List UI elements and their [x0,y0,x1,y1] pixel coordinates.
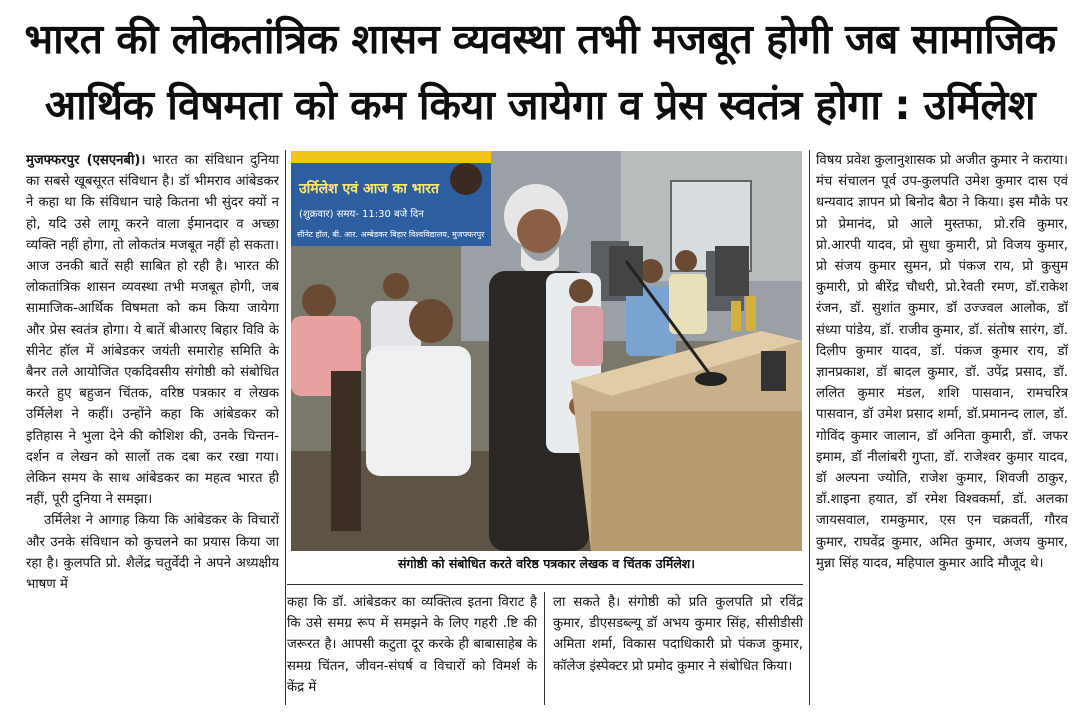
photo-caption: संगोष्ठी को संबोधित करते वरिष्ठ पत्रकार लेखक व चिंतक उर्मिलेश। [397,556,696,571]
column-divider [809,150,810,705]
article-paragraph-1: भारत का संविधान दुनिया का सबसे खूबसूरत संविधान है। डॉ भीमराव आंबेडकर ने कहा था कि संविधान चाहे कितना भी सुंदर क्यों न हो, यदि उसे लागू करने वाला ईमानदार व अच्छा व्यक्ति नहीं होगा, तो लोकतंत्र मजबूत नहीं हो सकता। आज उनकी बातें सही साबित हो रही है। भारत की लोकतांत्रिक शासन व्यवस्था तभी मजबूत होगी, जब सामाजिक-आर्थिक विषमता को कम किया जायेगा और प्रेस स्वतंत्र होगा। ये बातें बीआरए बिहार विवि के सीनेट हॉल में आंबेडकर जयंती समारोह समिति के बैनर तले आयोजित एकदिवसीय संगोष्ठी को संबोधित करते हुए बहुजन चिंतक, वरिष्ठ पत्रकार व लेखक उर्मिलेश ने कहीं। उन्होंने कहा कि आंबेडकर को इतिहास ने भुला देने की कोशिश की, उनके चिन्तन-दर्शन व लेखन को सालों तक दबा कर रखा गया। लेकिन समय के साथ आंबेडकर का महत्व भारत ही नहीं, पूरी दुनिया ने समझा। [26,153,279,508]
headline [0,6,1080,138]
banner-text-1: उर्मिलेश एवं आज का भारत [299,181,439,197]
article-photo [291,151,802,551]
banner-text-2: (शुक्रवार) समय- 11:30 बजे दिन [299,209,424,220]
caption-rule [287,584,803,585]
banner-text-3: सीनेट हॉल, बी. आर. अम्बेडकर बिहार विश्वविद्यालय, मुजफ्फरपुर [297,230,485,239]
article-column-3: ला सकते है। संगोष्ठी को प्रति कुलपति प्रो रविंद्र कुमार, डीएसडब्ल्यू डॉ अभय कुमार सिंह, सीसीडीसी अमिता शर्मा, विकास पदाधिकारी प्रो पंकज कुमार, कॉलेज इंस्पेक्टर प्रो प्रमोद कुमार ने संबोधित किया। [553,595,803,674]
headline-line-2: आर्थिक विषमता को कम किया जायेगा व प्रेस स्वतंत्र होगा : उर्मिलेश [44,81,1036,129]
column-divider [285,150,286,705]
column-divider [544,592,545,705]
article-column-1 [26,150,279,706]
article-column-2: कहा कि डॉ. आंबेडकर का व्यक्तित्व इतना विराट है कि उसे समग्र रूप में समझने के लिए गहरी .ष्टि की जरूरत है। आपसी कटुता दूर करके ही बाबासाहेब के समग्र चिंतन, जीवन-संघर्ष व विचारों को विमर्श के केंद्र में [287,595,537,695]
dateline: मुजफ्फरपुर (एसएनबी)। [26,153,146,168]
headline-line-1: भारत की लोकतांत्रिक शासन व्यवस्था तभी मजबूत होगी जब सामाजिक [24,15,1056,63]
article-paragraph-2: उर्मिलेश ने आगाह किया कि आंबेडकर के विचारों और उनके संविधान को कुचलने का प्रयास किया जा रहा है। कुलपति प्रो. शैलेंद्र चतुर्वेदी ने अपने अध्यक्षीय भाषण में [26,513,279,593]
article-column-4: विषय प्रवेश कुलानुशासक प्रो अजीत कुमार ने कराया। मंच संचालन पूर्व उप-कुलपति उमेश कुमार दास एवं धन्यवाद ज्ञापन प्रो बिनोद बैठा ने किया। इस मौके पर प्रो प्रेमानंद, प्रो आले मुस्तफा, प्रो.रवि कुमार, प्रो.आरपी यादव, प्रो सुधा कुमारी, प्रो विजय कुमार, प्रो संजय कुमार सुमन, प्रो पंकज राय, प्रो कुसुम कुमारी, प्रो बीरेंद्र चौधरी, प्रो.रेवती रमण, डॉ.राकेश रंजन, डॉ. सुशांत कुमार, डॉ उज्ज्वल आलोक, डॉ संध्या पांडेय, डॉ. राजीव कुमार, डॉ. संतोष सारंग, डॉ. दिलीप कुमार यादव, डॉ. पंकज कुमार राय, डॉ ज्ञानप्रकाश, डॉ बादल कुमार, डॉ. उपेंद्र प्रसाद, डॉ. ललित कुमार मंडल, शशि पासवान, रामचरित्र पासवान, डॉ उमेश प्रसाद शर्मा, डॉ.प्रमानन्द लाल, डॉ. गोविंद कुमार जालान, डॉ अनिता कुमारी, डॉ. जफर इमाम, डॉ नीलांबरी गुप्ता, डॉ. राजेश्वर कुमार यादव, डॉ अल्पना ज्योति, राजेश कुमार, शिवजी ठाकुर, डॉ.शाइना हयात, डॉ रमेश विश्वकर्मा, डॉ. अलका जायसवाल, रामकुमार, एस एन चक्रवर्ती, गौरव कुमार, राघवेंद्र कुमार, अमित कुमार, अजय कुमार, मुन्ना सिंह यादव, महिपाल कुमार आदि मौजूद थे। [816,153,1068,571]
